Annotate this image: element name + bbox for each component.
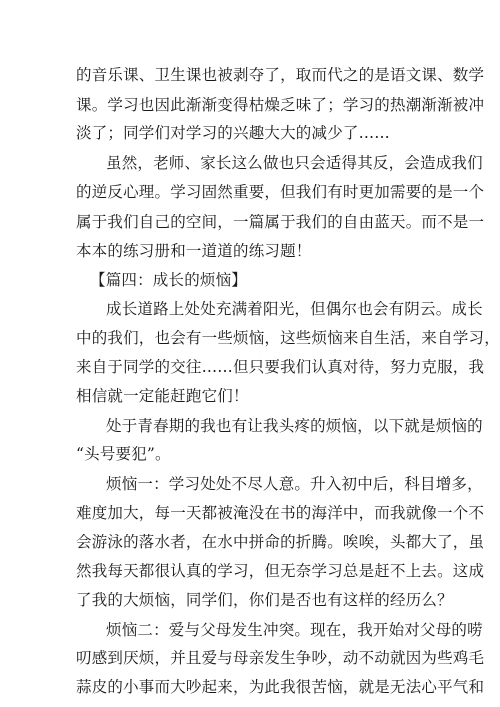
text-line: 属于我们自己的空间，一篇属于我们的自由蓝天。而不是一 [76, 213, 485, 231]
paragraph-start-line: 虽然，老师、家长这么做也只会适得其反，会造成我们 [106, 154, 483, 172]
paragraph-start-line: 成长道路上处处充满着阳光，但偶尔也会有阴云。成长 [106, 300, 483, 318]
paragraph-start-line: 烦恼一：学习处处不尽人意。升入初中后，科目增多， [106, 475, 483, 493]
paragraph-start-line: 处于青春期的我也有让我头疼的烦恼，以下就是烦恼的 [106, 417, 483, 435]
text-line: 淡了；同学们对学习的兴趣大大的减少了…… [76, 124, 391, 142]
text-line: 了我的大烦恼，同学们，你们是否也有这样的经历么？ [76, 591, 453, 609]
section-heading: 【篇四：成长的烦恼】 [90, 271, 248, 289]
text-line: 蒜皮的小事而大吵起来，为此我很苦恼，就是无法心平气和 [76, 678, 485, 696]
text-line: 中的我们，也会有一些烦恼，这些烦恼来自生活，来自学习， [76, 329, 500, 347]
text-line: 的逆反心理。学习固然重要，但我们有时更加需要的是一个 [76, 183, 485, 201]
paragraph-start-line: 烦恼二：爱与父母发生冲突。现在，我开始对父母的唠 [106, 621, 483, 639]
text-line: 来自于同学的交往……但只要我们认真对待，努力克服，我 [76, 358, 485, 376]
text-line: “头号要犯”。 [76, 445, 171, 463]
text-line: 相信就一定能赶跑它们！ [76, 387, 249, 405]
text-line: 的音乐课、卫生课也被剥夺了，取而代之的是语文课、数学 [76, 66, 485, 84]
text-line: 会游泳的落水者，在水中拼命的折腾。唉唉，头都大了，虽 [76, 533, 485, 551]
text-line: 本本的练习册和一道道的练习题！ [76, 242, 312, 260]
text-line: 课。学习也因此渐渐变得枯燥乏味了；学习的热潮渐渐被冲 [76, 96, 485, 114]
text-line: 叨感到厌烦，并且爱与母亲发生争吵，动不动就因为些鸡毛 [76, 649, 485, 667]
text-line: 然我每天都很认真的学习，但无奈学习总是赶不上去。这成 [76, 562, 485, 580]
text-line: 难度加大，每一天都被淹没在书的海洋中，而我就像一个不 [76, 504, 485, 522]
